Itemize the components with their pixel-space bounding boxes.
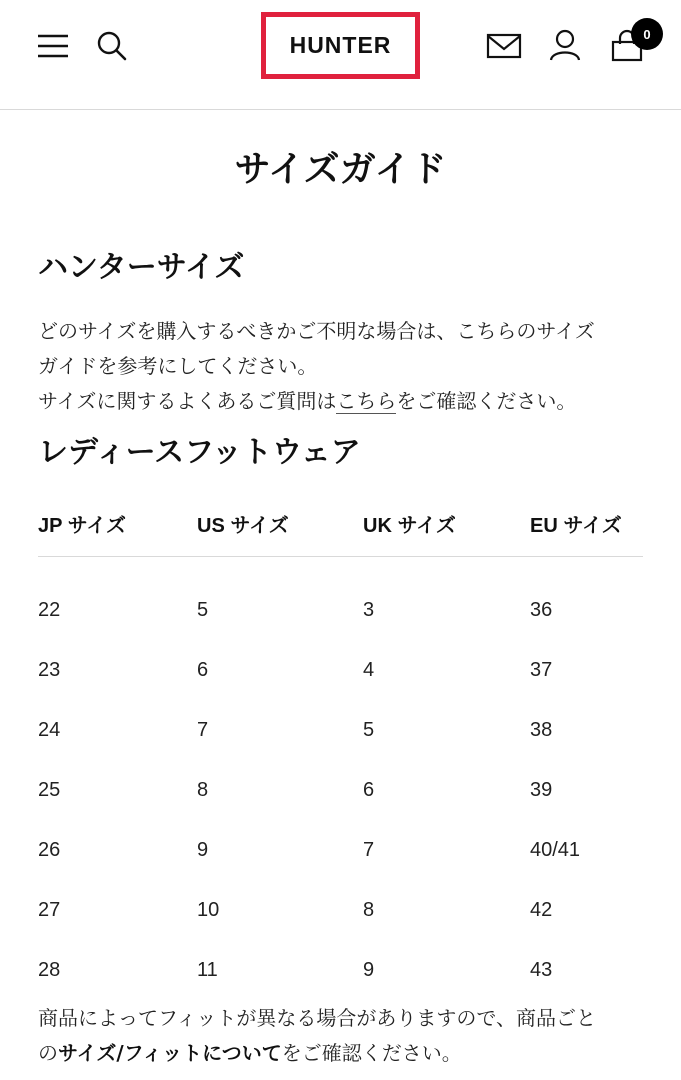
table-heading: レディースフットウェア xyxy=(38,435,361,470)
site-header xyxy=(0,0,681,110)
table-cell: 9 xyxy=(197,838,209,861)
table-cell: 8 xyxy=(197,778,209,801)
table-cell: 38 xyxy=(530,718,553,741)
table-cell: 6 xyxy=(197,658,209,681)
mail-icon xyxy=(486,30,522,62)
table-cell: 43 xyxy=(530,958,553,981)
note-prefix: の xyxy=(38,1041,58,1065)
table-row xyxy=(38,700,643,760)
fit-note xyxy=(38,1001,658,1071)
column-header: EU サイズ xyxy=(530,490,643,557)
table-cell: 36 xyxy=(530,598,553,621)
note-line xyxy=(38,1036,658,1071)
table-cell: 4 xyxy=(363,658,375,681)
table-cell: 11 xyxy=(197,958,218,981)
faq-link[interactable]: こちら xyxy=(336,389,397,413)
table-row xyxy=(38,940,643,1000)
section-heading: ハンターサイズ xyxy=(38,250,245,285)
table-row xyxy=(38,820,643,880)
column-header: JP サイズ xyxy=(38,490,197,557)
intro-line: ガイドを参考にしてください。 xyxy=(38,354,318,378)
mail-button[interactable] xyxy=(486,30,522,62)
table-row xyxy=(38,640,643,700)
intro-text xyxy=(38,314,648,419)
menu-button[interactable] xyxy=(36,30,70,62)
table-cell: 7 xyxy=(197,718,209,741)
faq-line xyxy=(38,384,648,419)
table-cell: 5 xyxy=(197,598,209,621)
page-title: サイズガイド xyxy=(234,149,447,190)
table-cell: 22 xyxy=(38,598,61,621)
table-cell: 6 xyxy=(363,778,375,801)
table-cell: 24 xyxy=(38,718,61,741)
table-cell: 9 xyxy=(363,958,375,981)
note-line: 商品によってフィットが異なる場合がありますので、商品ごと xyxy=(38,1006,596,1030)
hunter-logo[interactable]: HUNTER xyxy=(261,12,420,79)
search-button[interactable] xyxy=(96,30,128,62)
intro-line: どのサイズを購入するべきかご不明な場合は、こちらのサイズ xyxy=(38,319,595,343)
table-cell: 23 xyxy=(38,658,61,681)
table-cell: 8 xyxy=(363,898,375,921)
column-header: UK サイズ xyxy=(363,490,530,557)
account-icon xyxy=(548,28,582,62)
faq-suffix: をご確認ください。 xyxy=(396,389,577,413)
table-cell: 3 xyxy=(363,598,375,621)
table-cell: 42 xyxy=(530,898,553,921)
table-cell: 10 xyxy=(197,898,220,921)
table-row xyxy=(38,760,643,820)
table-cell: 25 xyxy=(38,778,61,801)
size-table xyxy=(38,490,643,1000)
account-button[interactable] xyxy=(548,28,582,62)
menu-icon xyxy=(36,30,70,62)
table-row xyxy=(38,880,643,940)
table-row xyxy=(38,557,643,641)
table-cell: 27 xyxy=(38,898,61,921)
table-cell: 26 xyxy=(38,838,61,861)
cart-button[interactable] xyxy=(608,18,666,64)
note-suffix: をご確認ください。 xyxy=(281,1041,462,1065)
table-cell: 37 xyxy=(530,658,553,681)
table-cell: 39 xyxy=(530,778,553,801)
cart-count-badge: 0 xyxy=(631,18,663,50)
table-cell: 40/41 xyxy=(530,838,581,861)
column-header: US サイズ xyxy=(197,490,363,557)
size-fit-link[interactable]: サイズ/フィットについて xyxy=(58,1041,282,1065)
faq-prefix: サイズに関するよくあるご質問は xyxy=(38,389,337,413)
search-icon xyxy=(96,30,128,62)
table-header-row xyxy=(38,490,643,557)
table-cell: 5 xyxy=(363,718,375,741)
table-cell: 28 xyxy=(38,958,61,981)
table-cell: 7 xyxy=(363,838,375,861)
